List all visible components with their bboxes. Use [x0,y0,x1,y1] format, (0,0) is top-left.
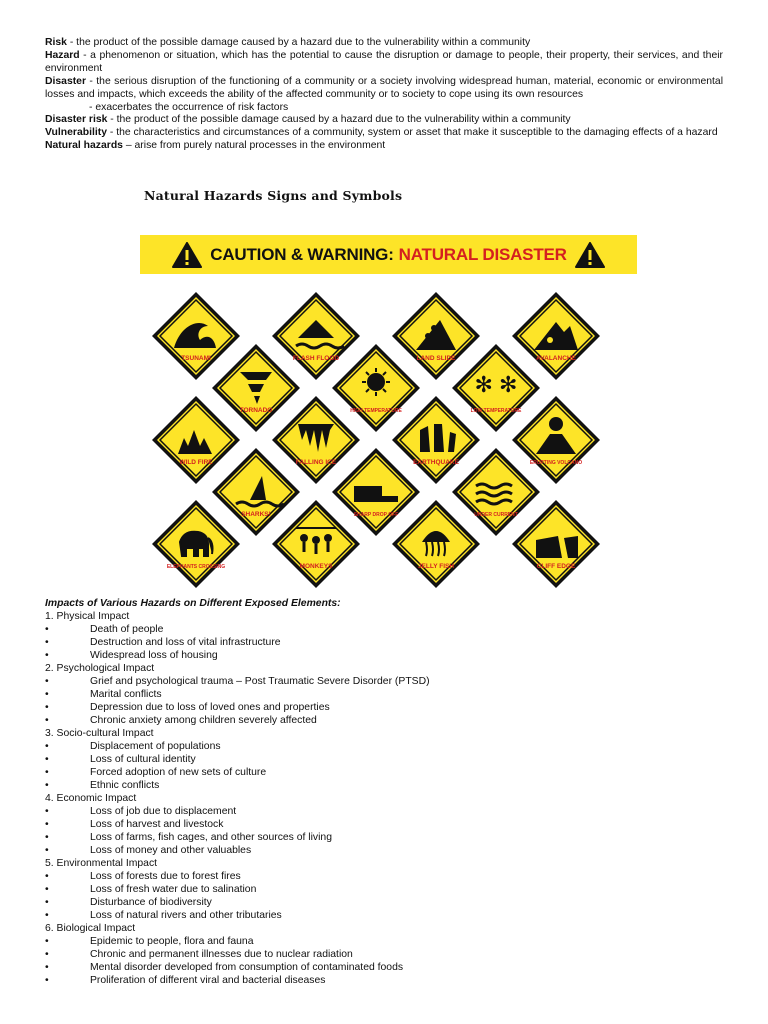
definition-text: - exacerbates the occurrence of risk factors [89,101,289,113]
impact-list-item [45,948,725,961]
definition-item [45,50,723,76]
impact-item-text: Epidemic to people, flora and fauna [90,936,254,947]
impact-list-item [45,779,725,792]
sign-label: SHARKS! [241,511,271,518]
sign-label: EARTHQUAKE [413,459,459,466]
bullet-icon: • [45,767,49,778]
definition-item [45,114,723,127]
sign-label: TSUNAMI [181,355,211,362]
definition-term: Disaster [45,75,87,87]
impact-item-text: Loss of natural rivers and other tributaries [90,910,282,921]
definition-text: - the serious disruption of the functioning of a community or a society involving widespread human, material, economic or environmental losses and impacts, which exceeds the ability of the affected community or to society to cope using its own resources [45,75,723,100]
impact-list-item [45,883,725,896]
impact-category-title: 6. Biological Impact [45,923,136,934]
banner-caution-text: CAUTION & WARNING: [210,244,394,264]
sign-label: FALLING ICE [295,459,337,466]
impact-list-item [45,714,725,727]
bullet-icon: • [45,910,49,921]
impact-item-text: Disturbance of biodiversity [90,897,212,908]
bullet-icon: • [45,936,49,947]
sign-label: AVALANCHE [536,355,576,362]
definition-item [45,76,723,102]
definition-text: - the characteristics and circumstances of a community, system or asset that make it susceptible to the damaging effects of a hazard [106,127,718,139]
impact-list-item [45,740,725,753]
bullet-icon: • [45,754,49,765]
definition-text: – arise from purely natural processes in the environment [122,140,386,152]
monkey-icon [270,498,362,590]
impact-list-item [45,688,725,701]
impact-list-item [45,818,725,831]
bullet-icon: • [45,897,49,908]
definition-item [45,140,723,153]
impact-list-item [45,909,725,922]
sign-label: FLASH FLOOD [292,355,340,362]
impact-list-item [45,766,725,779]
bullet-icon: • [45,637,49,648]
bullet-icon: • [45,962,49,973]
bullet-icon: • [45,650,49,661]
bullet-icon: • [45,715,49,726]
bullet-icon: • [45,702,49,713]
impact-item-text: Displacement of populations [90,741,221,752]
impact-item-text: Depression due to loss of loved ones and properties [90,702,330,713]
impact-item-text: Loss of farms, fish cages, and other sources of living [90,832,332,843]
hazard-signs-grid [150,290,630,590]
sign-label: ERUPTING VOLCANO [529,460,583,466]
sign-label: JELLY FISH [417,563,455,570]
impact-category-title: 4. Economic Impact [45,793,137,804]
cliff-icon [510,498,602,590]
bullet-icon: • [45,845,49,856]
impact-category-title: 1. Physical Impact [45,611,130,622]
sign-label: SHARP DROP OFF [353,512,399,518]
impact-item-text: Proliferation of different viral and bacterial diseases [90,975,326,986]
bullet-icon: • [45,624,49,635]
bullet-icon: • [45,884,49,895]
impact-list-item [45,961,725,974]
hazard-sign-cliff [510,498,602,590]
section-title: Natural Hazards Signs and Symbols [144,188,403,203]
warning-triangle-icon [575,242,605,268]
caution-banner [140,235,637,274]
sign-label: UNDER CURRENT [474,512,518,518]
impact-list-item [45,831,725,844]
impact-item-text: Loss of cultural identity [90,754,196,765]
impact-item-text: Loss of money and other valuables [90,845,252,856]
sign-label: TORNADO [239,407,273,414]
bullet-icon: • [45,741,49,752]
impacts-list [45,610,725,987]
impact-list-item [45,675,725,688]
impact-item-text: Loss of fresh water due to salination [90,884,257,895]
definition-term: Hazard [45,49,80,61]
banner-disaster-text: NATURAL DISASTER [398,244,567,264]
warning-triangle-icon [172,242,202,268]
hazard-sign-jellyfish [390,498,482,590]
impact-item-text: Destruction and loss of vital infrastructure [90,637,281,648]
sign-label: ELEPHANTS CROSSING [166,564,226,570]
impact-item-text: Chronic and permanent illnesses due to nuclear radiation [90,949,353,960]
sign-label: LOW TEMPERATURE [470,408,522,414]
impact-item-text: Mental disorder developed from consumption of contaminated foods [90,962,404,973]
definition-item [45,102,723,115]
impact-list-item [45,870,725,883]
bullet-icon: • [45,806,49,817]
impact-category-title: 5. Environmental Impact [45,858,158,869]
definition-term: Risk [45,37,67,48]
bullet-icon: • [45,780,49,791]
impacts-heading: Impacts of Various Hazards on Different Exposed Elements: [45,598,341,609]
impact-category-title: 3. Socio-cultural Impact [45,728,154,739]
impact-item-text: Widespread loss of housing [90,650,218,661]
impact-category-title: 2. Psychological Impact [45,663,155,674]
bullet-icon: • [45,949,49,960]
definition-item [45,37,723,50]
definition-text: - the product of the possible damage caused by a hazard due to the vulnerability within a community [107,114,571,126]
hazard-sign-monkey [270,498,362,590]
definition-text: - a phenomenon or situation, which has the potential to cause the disruption or damage to people, their property, their services, and their environment [45,49,723,74]
impact-list-item [45,636,725,649]
sign-label: WILD FIRE [179,459,213,466]
bullet-icon: • [45,819,49,830]
impact-item-text: Marital conflicts [90,689,162,700]
definition-term: Natural hazards [45,140,123,152]
jellyfish-icon [390,498,482,590]
impact-item-text: Grief and psychological trauma – Post Traumatic Severe Disorder (PTSD) [90,676,430,687]
impacts-section [45,597,725,987]
bullet-icon: • [45,689,49,700]
impact-list-item [45,649,725,662]
impact-item-text: Loss of job due to displacement [90,806,237,817]
sign-label: MONKEYS [299,563,333,570]
impact-list-item [45,844,725,857]
impact-list-item [45,935,725,948]
impact-list-item [45,753,725,766]
impact-item-text: Loss of forests due to forest fires [90,871,241,882]
sign-label: LAND SLIDE [416,355,456,362]
impact-item-text: Ethnic conflicts [90,780,160,791]
bullet-icon: • [45,975,49,986]
impact-list-item [45,896,725,909]
bullet-icon: • [45,676,49,687]
definition-term: Disaster risk [45,114,108,126]
sign-label: HIGH TEMPERATURE [350,408,402,414]
definition-term: Vulnerability [45,127,107,139]
impact-item-text: Loss of harvest and livestock [90,819,224,830]
definition-text: - the product of the possible damage caused by a hazard due to the vulnerability within a community [66,37,531,48]
hazard-sign-elephant [150,498,242,590]
bullet-icon: • [45,832,49,843]
impact-item-text: Chronic anxiety among children severely affected [90,715,317,726]
impact-list-item [45,974,725,987]
impact-list-item [45,623,725,636]
svg-text:✻ ✻: ✻ ✻ [474,372,518,397]
impact-item-text: Forced adoption of new sets of culture [90,767,267,778]
impact-list-item [45,701,725,714]
sign-label: CLIFF EDGE [536,563,576,570]
impact-list-item [45,805,725,818]
impact-item-text: Death of people [90,624,164,635]
elephant-icon [150,498,242,590]
definitions-block [45,37,723,153]
bullet-icon: • [45,871,49,882]
definition-item [45,127,723,140]
